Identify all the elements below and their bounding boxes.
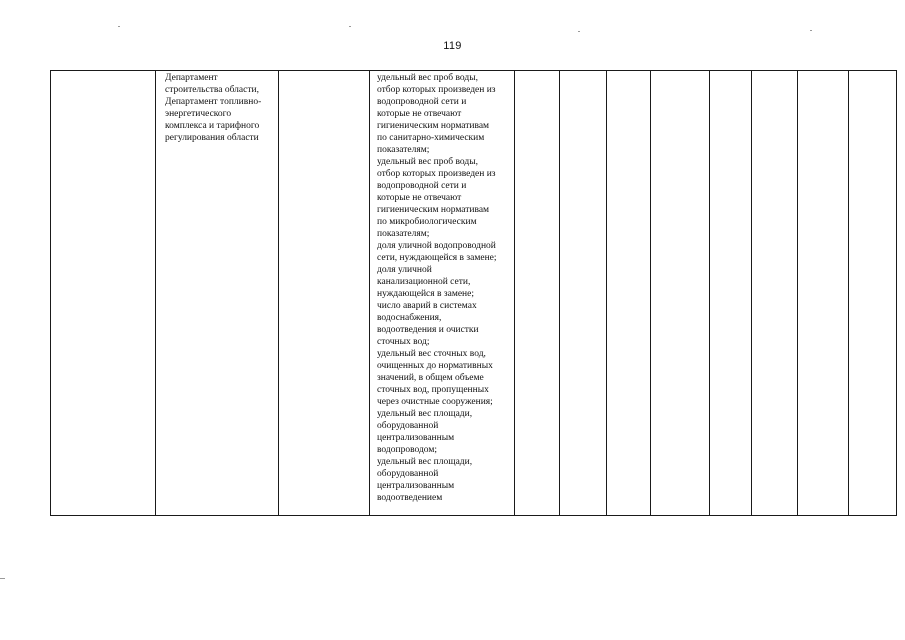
text-line: удельный вес площади, — [377, 409, 473, 419]
text-line: гигиеническим нормативам — [377, 121, 490, 131]
table-cell-empty — [560, 71, 607, 516]
text-line: централизованным — [377, 433, 455, 443]
text-line: которые не отвечают — [377, 193, 462, 203]
text-line: централизованным — [377, 481, 455, 491]
scan-mark — [810, 30, 812, 31]
scan-mark — [578, 31, 580, 32]
table-cell-empty — [607, 71, 651, 516]
table-cell-empty — [752, 71, 798, 516]
text-line: энергетического — [165, 109, 232, 119]
text-line: значений, в общем объеме — [377, 373, 484, 383]
text-line: отбор которых произведен из — [377, 85, 496, 95]
text-line: которые не отвечают — [377, 109, 462, 119]
text-line: канализационной сети, — [377, 277, 471, 287]
text-line: регулирования области — [165, 133, 259, 143]
department-text — [156, 71, 278, 144]
text-line: гигиеническим нормативам — [377, 205, 490, 215]
text-line: Департамент — [165, 73, 218, 83]
text-line: показателям; — [377, 229, 430, 239]
page-number: 119 — [443, 40, 462, 52]
text-line: доля уличной водопроводной — [377, 241, 496, 251]
table-cell-empty — [279, 71, 370, 516]
text-line: сточных вод, пропущенных — [377, 385, 489, 395]
text-line: водоснабжения, — [377, 313, 442, 323]
text-line: по санитарно-химическим — [377, 133, 485, 143]
text-line: удельный вес сточных вод, — [377, 349, 486, 359]
text-line: сточных вод; — [377, 337, 430, 347]
table-cell-empty — [51, 71, 156, 516]
table-cell-empty — [515, 71, 560, 516]
text-line: число аварий в системах — [377, 301, 477, 311]
table-cell-indicators — [370, 71, 515, 516]
table-cell-empty — [798, 71, 849, 516]
text-line: показателям; — [377, 145, 430, 155]
text-line: через очистные сооружения; — [377, 397, 493, 407]
text-line: удельный вес проб воды, — [377, 73, 478, 83]
text-line: удельный вес площади, — [377, 457, 473, 467]
scan-mark — [0, 578, 5, 579]
text-line: водоотведением — [377, 493, 443, 503]
text-line: оборудованной — [377, 421, 439, 431]
text-line: очищенных до нормативных — [377, 361, 493, 371]
table-cell-empty — [710, 71, 752, 516]
text-line: по микробиологическим — [377, 217, 477, 227]
indicators-text — [370, 71, 514, 504]
table-cell-department — [156, 71, 279, 516]
table-cell-empty — [651, 71, 710, 516]
text-line: нуждающейся в замене; — [377, 289, 474, 299]
text-line: Департамент топливно- — [165, 97, 262, 107]
table-row — [51, 71, 897, 516]
table-cell-empty — [849, 71, 897, 516]
text-line: водопроводной сети и — [377, 181, 467, 191]
text-line: отбор которых произведен из — [377, 169, 496, 179]
text-line: сети, нуждающейся в замене; — [377, 253, 497, 263]
text-line: строительства области, — [165, 85, 259, 95]
text-line: доля уличной — [377, 265, 432, 275]
text-line: водопроводом; — [377, 445, 438, 455]
text-line: водопроводной сети и — [377, 97, 467, 107]
text-line: оборудованной — [377, 469, 439, 479]
text-line: удельный вес проб воды, — [377, 157, 478, 167]
scan-mark — [349, 26, 351, 27]
text-line: водоотведения и очистки — [377, 325, 479, 335]
data-table — [50, 70, 897, 516]
text-line: комплекса и тарифного — [165, 121, 260, 131]
scan-mark — [118, 26, 120, 27]
